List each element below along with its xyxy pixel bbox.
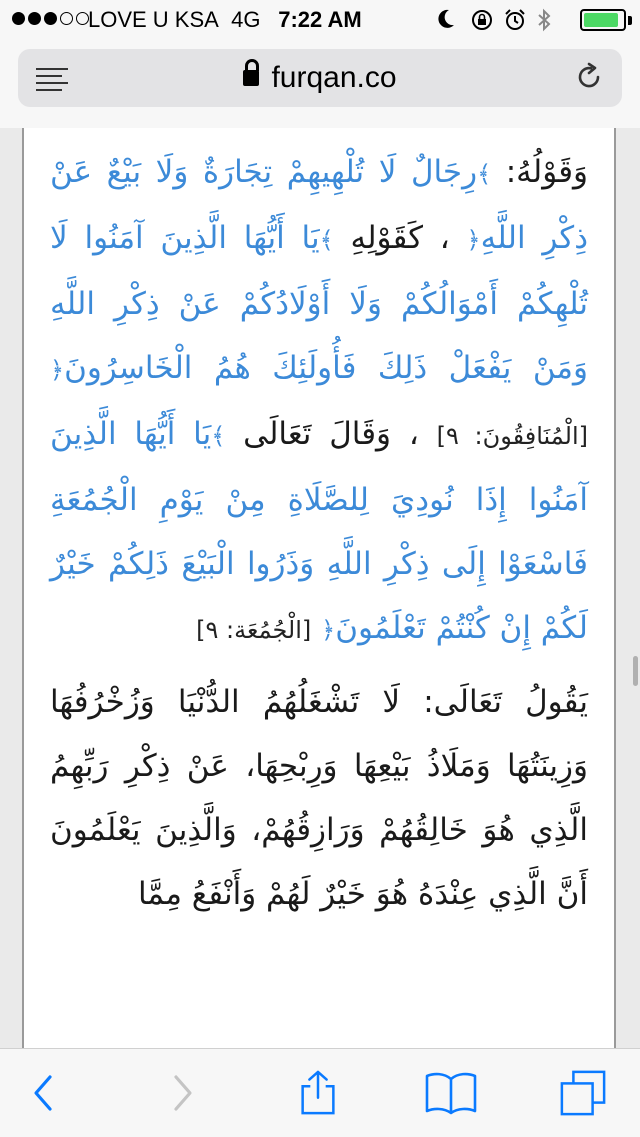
web-content[interactable] bbox=[22, 128, 616, 1048]
rotation-lock-icon bbox=[470, 8, 494, 32]
address-bar[interactable] bbox=[18, 49, 622, 107]
surah-reference: [الْمُنَافِقُونَ: ٩] bbox=[436, 422, 589, 450]
url-text: furqan.co bbox=[271, 61, 397, 94]
scroll-indicator[interactable] bbox=[633, 656, 638, 686]
paragraph-1 bbox=[50, 140, 588, 662]
quran-verse[interactable]: يَا أَيُّهَا الَّذِينَ آمَنُوا إِذَا نُودِيَ لِلصَّلَاةِ مِنْ يَوْمِ الْجُمُعَةِ فَاسْعَوْا إِلَى ذِكْرِ اللَّهِ وَذَرُوا الْبَيْعَ ذَلِكُمْ خَيْرٌ لَكُمْ إِنْ كُنْتُمْ تَعْلَمُونَ bbox=[50, 416, 588, 646]
tafsir-text bbox=[24, 128, 614, 926]
forward-icon[interactable] bbox=[166, 1069, 198, 1117]
verse-bracket-open: ﴾ bbox=[211, 422, 226, 450]
quran-verse[interactable]: يَا أَيُّهَا الَّذِينَ آمَنُوا لَا تُلْهِكُمْ أَمْوَالُكُمْ وَلَا أَوْلَادُكُمْ عَنْ ذِكْرِ اللَّهِ وَمَنْ يَفْعَلْ ذَلِكَ فَأُولَئِكَ هُمُ الْخَاسِرُونَ bbox=[50, 220, 588, 386]
url-field[interactable] bbox=[18, 61, 622, 95]
browser-toolbar bbox=[0, 1048, 640, 1137]
status-bar bbox=[0, 0, 640, 40]
lock-icon bbox=[243, 70, 259, 86]
verse-bracket-close: ﴿ bbox=[466, 226, 481, 254]
status-time: 7:22 AM bbox=[278, 7, 362, 32]
verse-bracket-close: ﴿ bbox=[50, 356, 65, 384]
do-not-disturb-icon bbox=[436, 8, 456, 30]
intro-text: وَقَوْلُهُ: bbox=[505, 154, 589, 190]
surah-reference: [الْجُمُعَة: ٩] bbox=[196, 616, 312, 644]
bluetooth-icon bbox=[536, 8, 552, 32]
back-icon[interactable] bbox=[28, 1069, 60, 1117]
carrier-label: LOVE U KSA 4G bbox=[88, 7, 261, 32]
verse-bracket-open: ﴾ bbox=[477, 160, 492, 188]
bookmarks-icon[interactable] bbox=[424, 1069, 478, 1117]
paragraph-2: يَقُولُ تَعَالَى: لَا تَشْغَلُهُمُ الدُّنْيَا وَزُخْرُفُهَا وَزِينَتُهَا وَمَلَاذُ بَيْعِهَا وَرِبْحِهَا، عَنْ ذِكْرِ رَبِّهِمُ الَّذِي هُوَ خَالِقُهُمْ وَرَازِقُهُمْ، وَالَّذِينَ يَعْلَمُونَ أَنَّ الَّذِي عِنْدَهُ هُوَ خَيْرٌ لَهُمْ وَأَنْفَعُ مِمَّا bbox=[50, 684, 588, 912]
connector-text: ، وَقَالَ تَعَالَى bbox=[243, 416, 419, 452]
battery-icon bbox=[580, 9, 626, 31]
share-icon[interactable] bbox=[296, 1069, 340, 1117]
battery-tip bbox=[628, 16, 632, 25]
network-type: 4G bbox=[231, 7, 261, 32]
alarm-icon bbox=[503, 8, 527, 32]
verse-bracket-open: ﴾ bbox=[319, 226, 334, 254]
verse-bracket-close: ﴿ bbox=[321, 616, 336, 644]
tabs-icon[interactable] bbox=[558, 1069, 608, 1117]
connector-text: ، كَقَوْلِهِ bbox=[350, 220, 450, 256]
reload-icon[interactable] bbox=[574, 62, 604, 92]
quran-verse[interactable]: رِجَالٌ لَا تُلْهِيهِمْ تِجَارَةٌ وَلَا بَيْعٌ عَنْ ذِكْرِ اللَّهِ bbox=[50, 154, 588, 256]
